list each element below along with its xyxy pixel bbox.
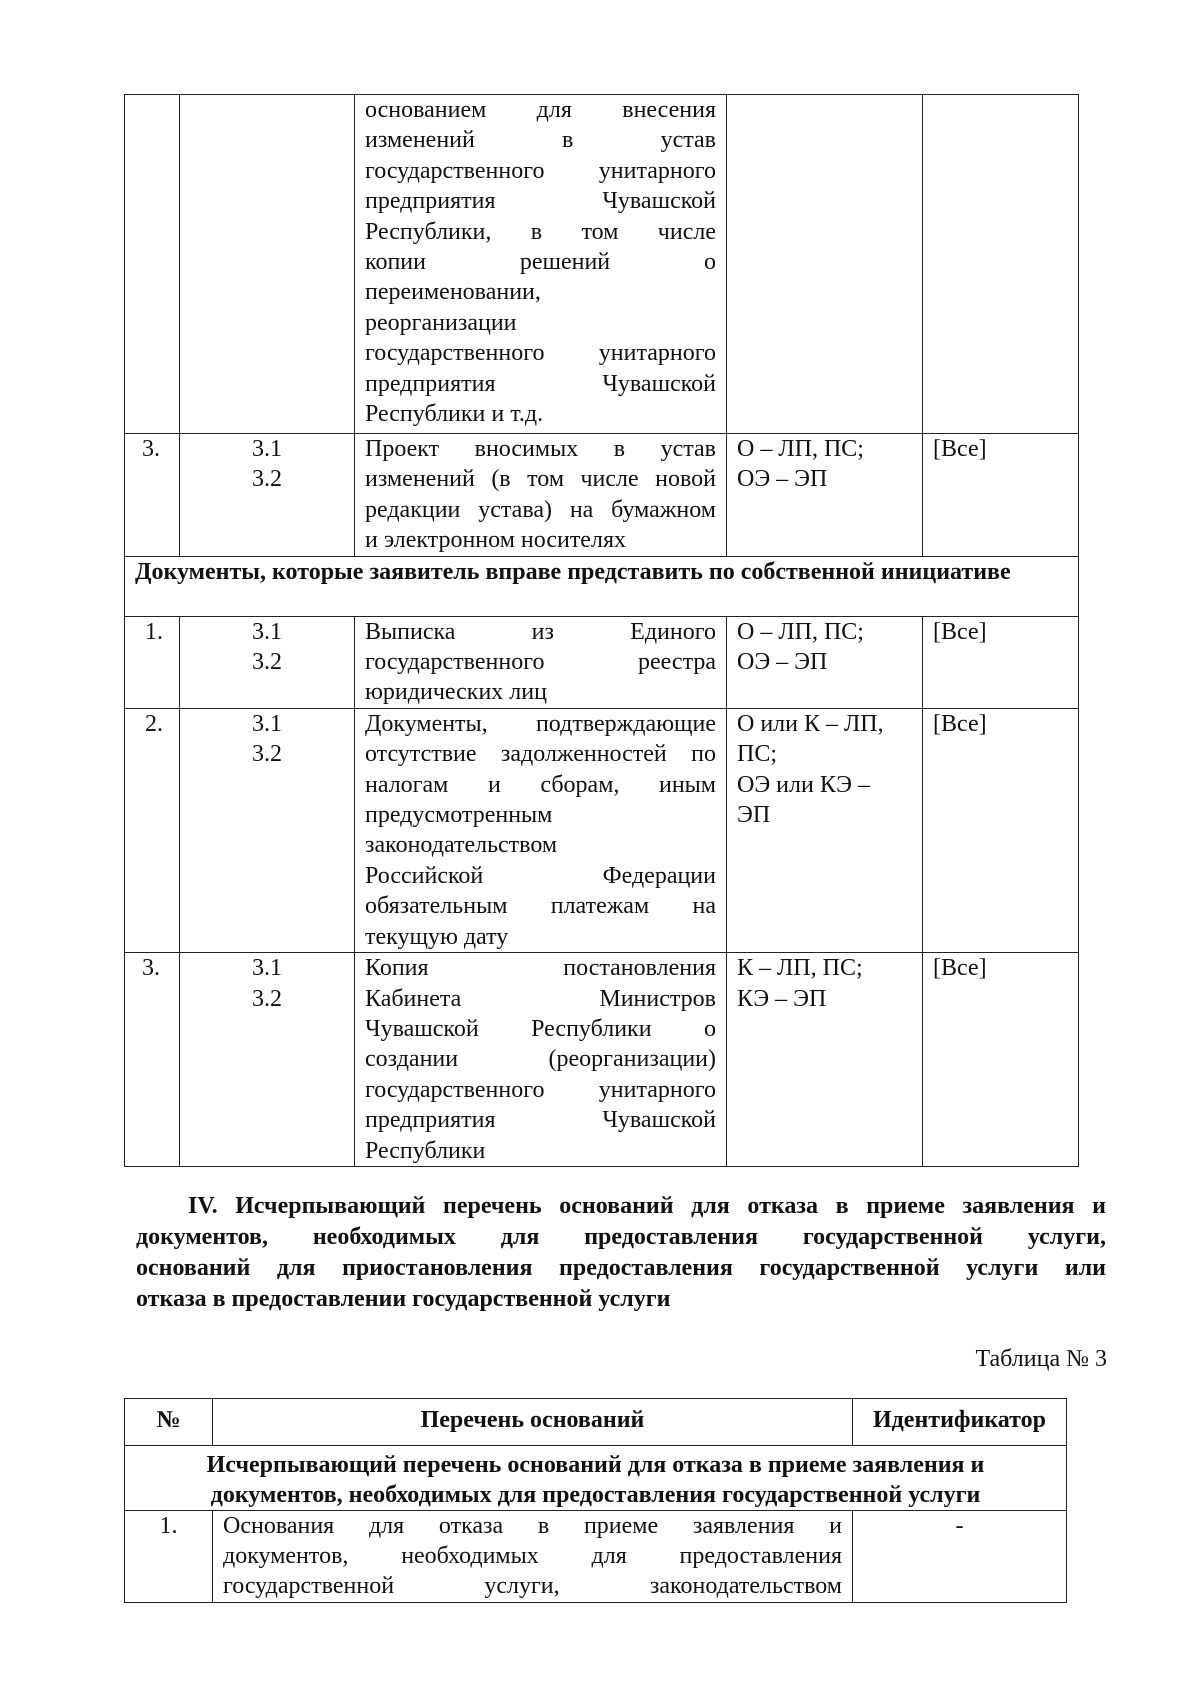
text-line: отсутствие задолженностей по [365,741,716,768]
text-line: реорганизации [365,309,517,336]
heading-line: оснований для приостановления предоставления государственной услуги или [136,1255,1106,1281]
form-line: О – ЛП, ПС; [737,436,864,462]
document-form-cell [727,616,923,708]
text-line: Республики, в том числе [365,218,716,245]
text-line: юридических лиц [365,679,547,706]
group-heading-line: документов, необходимых для предоставления государственной услуги [210,1482,981,1508]
section-iv-heading [136,1191,1106,1315]
document-scope-cell: [Все] [923,708,1079,952]
codes-cell [180,708,355,952]
text-line: законодательством [365,832,558,859]
group-row [125,1446,1067,1511]
text-line: изменений (в том числе новой [365,466,716,493]
text-line: обязательным платежам на [365,893,716,920]
row-number-cell [125,95,180,434]
table-row [125,708,1079,952]
refusal-reasons-table [124,1398,1067,1603]
text-line: изменений в устав [365,127,716,154]
row-number-cell: 3. [125,434,180,557]
text-line: Выписка из Единого [365,618,716,645]
text-line: Чувашской Республики о [365,1015,716,1042]
text-line: Республики [365,1137,486,1164]
table-row [125,1511,1067,1603]
text-line: налогам и сборам, иным [365,771,716,798]
text-line: Российской Федерации [365,862,716,889]
document-scope-cell [923,95,1079,434]
text-line: редакции устава) на бумажном [365,496,716,523]
heading-line: IV. Исчерпывающий перечень оснований для отказа в приеме заявления и [188,1193,1106,1219]
text-line: и электронном носителях [365,527,626,554]
text-line: предприятия Чувашской [365,188,716,215]
document-description-cell [355,616,727,708]
document-form-cell [727,434,923,557]
document-description-cell [355,95,727,434]
group-heading-cell [125,1446,1067,1511]
section-heading-cell: Документы, которые заявитель вправе представить по собственной инициативе [125,556,1079,616]
group-heading-line: Исчерпывающий перечень оснований для отказа в приеме заявления и [206,1452,985,1478]
heading-line: документов, необходимых для предоставления государственной услуги, [136,1224,1106,1250]
table-row [125,434,1079,557]
code-value: 3.2 [252,649,282,676]
reason-text-cell [213,1511,853,1603]
document-form-cell [727,95,923,434]
form-line: ОЭ – ЭП [737,466,828,493]
text-line: государственного унитарного [365,1076,716,1103]
text-line: Документы, подтверждающие [365,710,716,737]
column-header-number: № [125,1399,213,1446]
text-line: предприятия Чувашской [365,1107,716,1134]
documents-table [124,94,1079,1167]
table-header-row [125,1399,1067,1446]
text-line: создании (реорганизации) [365,1046,716,1073]
table-row [125,953,1079,1167]
text-line: предусмотренным [365,802,553,829]
table-caption: Таблица № 3 [975,1346,1107,1372]
text-line: переименовании, [365,279,541,306]
text-line: Копия постановления [365,955,716,982]
form-line: К – ЛП, ПС; [737,955,863,982]
code-value: 3.1 [252,618,282,645]
document-scope-cell: [Все] [923,616,1079,708]
form-line: О или К – ЛП, [737,710,884,737]
row-number-cell: 3. [125,953,180,1167]
column-header-identifier: Идентификатор [853,1399,1067,1446]
text-line: государственного унитарного [365,157,716,184]
document-form-cell [727,708,923,952]
row-number-cell: 1. [125,1511,213,1603]
code-value: 3.1 [252,710,282,737]
table-row [125,95,1079,434]
code-value: 3.2 [252,466,282,493]
column-header-reasons: Перечень оснований [213,1399,853,1446]
form-line: ОЭ или КЭ – [737,771,870,798]
form-line: О – ЛП, ПС; [737,618,864,645]
text-line: государственной услуги, законодательством [223,1573,842,1599]
text-line: основанием для внесения [365,97,716,123]
row-number-cell: 2. [125,708,180,952]
code-value: 3.2 [252,985,282,1012]
text-line: Основания для отказа в приеме заявления и [223,1513,842,1539]
codes-cell [180,434,355,557]
table-row [125,616,1079,708]
codes-cell [180,616,355,708]
text-line: документов, необходимых для предоставления [223,1543,842,1569]
code-value: 3.2 [252,741,282,768]
text-line: текущую дату [365,923,509,950]
text-line: Республики и т.д. [365,401,544,428]
text-line: государственного унитарного [365,340,716,367]
document-description-cell [355,434,727,557]
codes-cell [180,953,355,1167]
code-value: 3.1 [252,955,282,982]
form-line: КЭ – ЭП [737,985,827,1012]
text-line: Проект вносимых в устав [365,436,716,462]
form-line: ОЭ – ЭП [737,649,828,676]
text-line: Кабинета Министров [365,985,716,1012]
document-scope-cell: [Все] [923,953,1079,1167]
section-row [125,556,1079,616]
text-line: копии решений о [365,249,716,276]
document-description-cell [355,953,727,1167]
text-line: государственного реестра [365,649,716,676]
document-scope-cell: [Все] [923,434,1079,557]
form-line: ПС; [737,741,778,768]
form-line: ЭП [737,802,771,829]
heading-line: отказа в предоставлении государственной услуги [136,1286,671,1312]
document-description-cell [355,708,727,952]
text-line: предприятия Чувашской [365,370,716,397]
document-form-cell [727,953,923,1167]
row-number-cell: 1. [125,616,180,708]
codes-cell [180,95,355,434]
code-value: 3.1 [252,436,282,462]
identifier-cell: - [853,1511,1067,1603]
